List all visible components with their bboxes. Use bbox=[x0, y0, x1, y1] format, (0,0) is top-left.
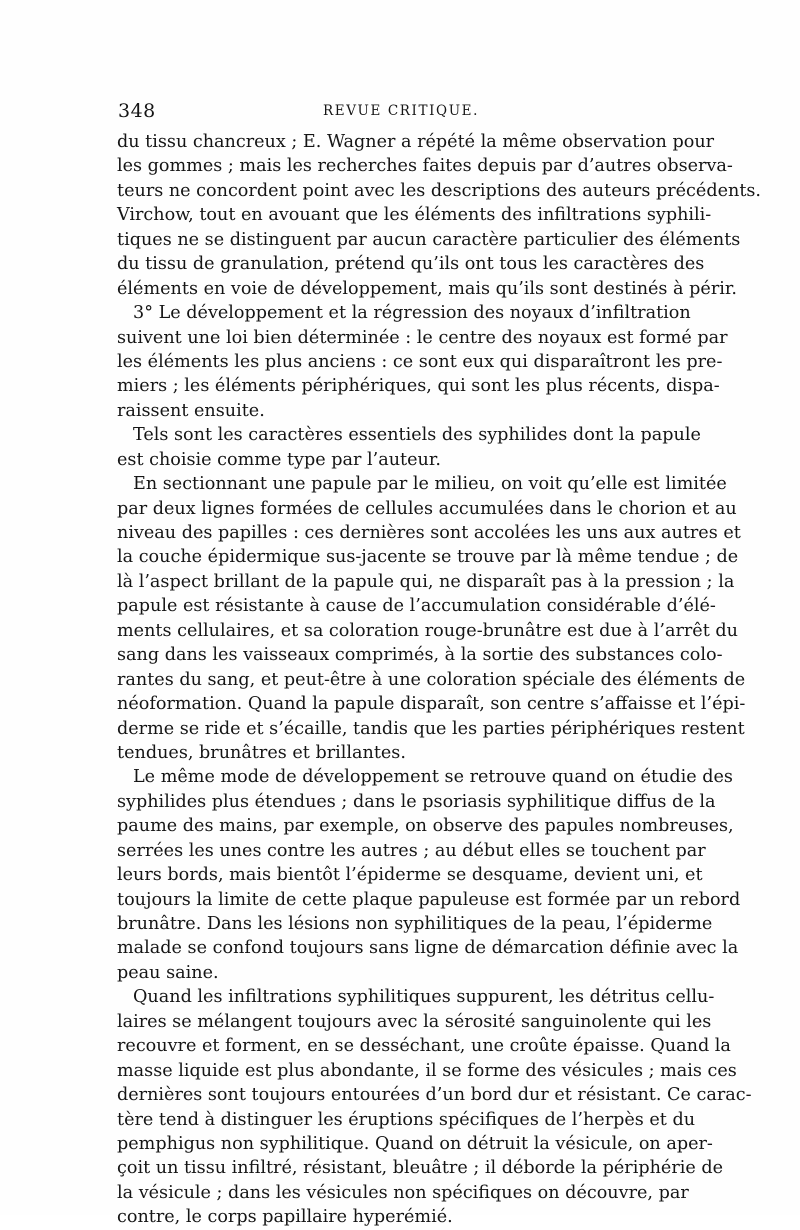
text-line: dernières sont toujours entourées d’un bord dur et résistant. Ce carac- bbox=[117, 1085, 752, 1106]
text-line: suivent une loi bien déterminée : le centre des noyaux est formé par bbox=[117, 327, 728, 348]
text-line: la couche épidermique sus-jacente se trouve par là même tendue ; de bbox=[117, 547, 739, 568]
text-line: syphilides plus étendues ; dans le psoriasis syphilitique diffus de la bbox=[117, 791, 716, 812]
text-line: contre, le corps papillaire hyperémié. bbox=[117, 1207, 453, 1228]
text-line: tendues, brunâtres et brillantes. bbox=[117, 742, 406, 763]
text-line: çoit un tissu infiltré, résistant, bleuâtre ; il déborde la périphérie de bbox=[117, 1158, 724, 1179]
text-line: ments cellulaires, et sa coloration rouge-brunâtre est due à l’arrêt du bbox=[117, 620, 738, 641]
text-line: masse liquide est plus abondante, il se forme des vésicules ; mais ces bbox=[117, 1060, 737, 1081]
text-line: rantes du sang, et peut-être à une coloration spéciale des éléments de bbox=[117, 669, 746, 690]
text-line: toujours la limite de cette plaque papuleuse est formée par un rebord bbox=[117, 889, 741, 910]
text-line: tère tend à distinguer les éruptions spécifiques de l’herpès et du bbox=[117, 1109, 696, 1130]
text-line: les éléments les plus anciens : ce sont eux qui disparaîtront les pre- bbox=[117, 351, 723, 372]
text-line: est choisie comme type par l’auteur. bbox=[117, 449, 441, 470]
text-line: serrées les unes contre les autres ; au début elles se touchent par bbox=[117, 840, 706, 861]
text-line: leurs bords, mais bientôt l’épiderme se desquame, devient uni, et bbox=[117, 865, 703, 886]
text-line: Quand les infiltrations syphilitiques suppurent, les détritus cellu- bbox=[133, 987, 715, 1008]
running-head bbox=[118, 100, 684, 126]
text-line: laires se mélangent toujours avec la sérosité sanguinolente qui les bbox=[117, 1011, 712, 1032]
text-line: Le même mode de développement se retrouve quand on étudie des bbox=[133, 767, 733, 788]
text-line: sang dans les vaisseaux comprimés, à la sortie des substances colo- bbox=[117, 645, 723, 666]
text-line: papule est résistante à cause de l’accumulation considérable d’élé- bbox=[117, 596, 716, 617]
text-line: éléments en voie de développement, mais qu’ils sont destinés à périr. bbox=[117, 278, 737, 299]
text-line: Tels sont les caractères essentiels des syphilides dont la papule bbox=[133, 425, 701, 446]
text-line: les gommes ; mais les recherches faites depuis par d’autres observa- bbox=[117, 156, 733, 177]
text-line: recouvre et forment, en se desséchant, une croûte épaisse. Quand la bbox=[117, 1036, 731, 1057]
text-line: raissent ensuite. bbox=[117, 400, 265, 421]
text-line: pemphigus non syphilitique. Quand on détruit la vésicule, on aper- bbox=[117, 1133, 713, 1154]
text-line: la vésicule ; dans les vésicules non spécifiques on découvre, par bbox=[117, 1182, 689, 1203]
text-line: malade se confond toujours sans ligne de démarcation définie avec la bbox=[117, 938, 739, 959]
text-line: teurs ne concordent point avec les descriptions des auteurs précédents. bbox=[117, 180, 762, 201]
body-text bbox=[117, 130, 762, 1230]
text-line: néoformation. Quand la papule disparaît, son centre s’affaisse et l’épi- bbox=[117, 694, 746, 715]
text-line: tiques ne se distinguent par aucun caractère particulier des éléments bbox=[117, 229, 741, 250]
text-line: 3° Le développement et la régression des noyaux d’infiltration bbox=[133, 303, 691, 324]
text-line: brunâtre. Dans les lésions non syphilitiques de la peau, l’épiderme bbox=[117, 914, 713, 934]
text-line: du tissu chancreux ; E. Wagner a répété la même observation pour bbox=[117, 132, 715, 152]
text-line: peau saine. bbox=[117, 962, 219, 983]
text-line: par deux lignes formées de cellules accumulées dans le chorion et au bbox=[117, 498, 737, 519]
text-line: niveau des papilles : ces dernières sont accolées les uns aux autres et bbox=[117, 523, 741, 543]
text-line: En sectionnant une papule par le milieu, on voit qu’elle est limitée bbox=[133, 474, 727, 495]
text-line: là l’aspect brillant de la papule qui, ne disparaît pas à la pression ; la bbox=[117, 571, 735, 592]
text-line: miers ; les éléments périphériques, qui sont les plus récents, dispa- bbox=[117, 376, 720, 397]
text-line: du tissu de granulation, prétend qu’ils ont tous les caractères des bbox=[117, 254, 705, 275]
journal-title: REVUE CRITIQUE. bbox=[322, 103, 480, 119]
page-number: 348 bbox=[118, 100, 156, 122]
text-line: derme se ride et s’écaille, tandis que les parties périphériques restent bbox=[117, 718, 745, 739]
text-line: paume des mains, par exemple, on observe des papules nombreuses, bbox=[117, 816, 734, 837]
text-line: Virchow, tout en avouant que les éléments des infiltrations syphili- bbox=[117, 205, 712, 226]
